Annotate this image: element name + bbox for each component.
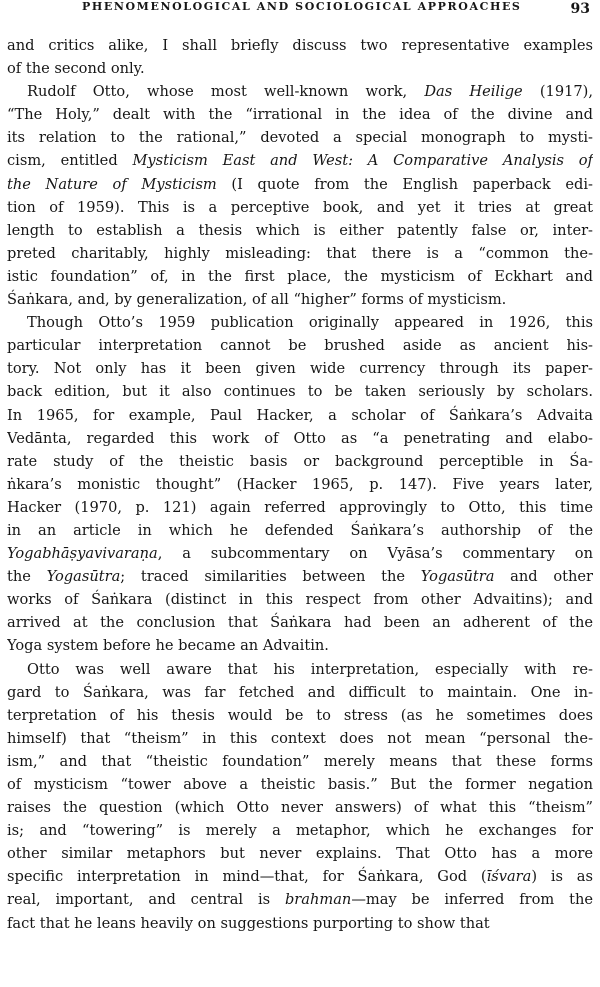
italic-text: brahman: [284, 891, 352, 909]
italic-text: īśvara: [486, 868, 532, 886]
text-line: [7, 427, 593, 450]
text-line: [7, 542, 593, 565]
text-line: [7, 34, 593, 57]
text-run: ) is as: [531, 868, 593, 886]
text-line: [7, 173, 593, 196]
text-line: [7, 727, 593, 750]
text-run: length to establish a thesis which is either patently false or, inter-: [7, 221, 593, 239]
body-text: [7, 34, 593, 935]
text-run: the: [7, 568, 47, 586]
text-run: other similar metaphors but never explains. That Otto has a more: [7, 845, 593, 863]
paragraph: [7, 658, 593, 935]
text-run: tion of 1959). This is a perceptive book, and yet it tries at great: [7, 198, 593, 216]
text-line: [7, 634, 593, 657]
text-run: cism, entitled: [7, 152, 133, 170]
text-run: and other: [494, 568, 593, 586]
text-line: [7, 565, 593, 588]
text-run: and critics alike, I shall briefly discuss two representative examples: [7, 37, 593, 54]
text-line: [7, 473, 593, 496]
italic-text: Yogasūtra: [46, 568, 121, 586]
text-run: of the second only.: [7, 60, 145, 78]
text-run: is; and “towering” is merely a metaphor, which he exchanges for: [7, 822, 593, 840]
italic-text: Das Heilige: [424, 83, 523, 101]
text-run: “The Holy,” dealt with the “irrational in the idea of the divine and: [7, 106, 593, 124]
text-run: istic foundation” of, in the first place, the mysticism of Eckhart and: [7, 267, 593, 285]
text-line: [7, 912, 593, 935]
running-head: [0, 0, 600, 22]
text-run: particular interpretation cannot be brushed aside as ancient his-: [7, 337, 593, 355]
text-line: [7, 265, 593, 288]
text-run: Yoga system before he became an Advaitin.: [7, 637, 329, 655]
italic-text: Yogabhāṣyavivaraṇa: [7, 545, 158, 563]
text-run: —may be inferred from the: [351, 891, 593, 909]
text-run: real, important, and central is: [7, 891, 285, 909]
italic-text: Mysticism East and West: A Comparative Analysis of: [132, 152, 593, 170]
text-line: [7, 357, 593, 380]
text-line: [7, 519, 593, 542]
text-line: [7, 103, 593, 126]
italic-text: Yogasūtra: [420, 568, 495, 586]
text-run: ism,” and that “theistic foundation” merely means that these forms: [7, 752, 593, 770]
text-run: (1917),: [522, 83, 593, 101]
text-line: [7, 149, 593, 172]
text-run: , a subcommentary on Vyāsa’s commentary on: [157, 545, 593, 563]
text-line: [7, 288, 593, 311]
text-line: [7, 704, 593, 727]
text-run: terpretation of his thesis would be to stress (as he sometimes does: [7, 706, 593, 724]
text-line: [7, 888, 593, 911]
text-run: of mysticism “tower above a theistic basis.” But the former negation: [7, 776, 593, 793]
text-line: [7, 334, 593, 357]
text-line: [7, 311, 593, 334]
text-run: rate study of the theistic basis or background perceptible in Śa-: [7, 452, 593, 470]
text-run: gard to Śaṅkara, was far fetched and difficult to maintain. One in-: [7, 683, 593, 701]
text-line: [7, 819, 593, 842]
text-line: [7, 865, 593, 888]
text-run: Śaṅkara, and, by generalization, of all “higher” forms of mysticism.: [7, 291, 507, 309]
text-run: Rudolf Otto, whose most well-known work,: [27, 83, 425, 101]
text-run: fact that he leans heavily on suggestions purporting to show that: [7, 914, 490, 932]
text-line: [7, 219, 593, 242]
text-run: In 1965, for example, Paul Hacker, a scholar of Śaṅkara’s Advaita: [7, 406, 593, 424]
text-run: Though Otto’s 1959 publication originally appeared in 1926, this: [27, 314, 593, 332]
text-line: [7, 80, 593, 103]
text-line: [7, 242, 593, 265]
text-run: raises the question (which Otto never answers) of what this “theism”: [7, 799, 593, 817]
text-line: [7, 611, 593, 634]
text-run: preted charitably, highly misleading: that there is a “common the-: [7, 244, 593, 262]
text-line: [7, 842, 593, 865]
text-run: back edition, but it also continues to be taken seriously by scholars.: [7, 383, 593, 401]
running-title: PHENOMENOLOGICAL AND SOCIOLOGICAL APPROACHES: [82, 0, 522, 13]
text-run: ṅkara’s monistic thought” (Hacker 1965, p. 147). Five years later,: [7, 475, 593, 493]
text-run: specific interpretation in mind—that, for Śaṅkara, God (: [7, 868, 487, 886]
text-line: [7, 196, 593, 219]
text-line: [7, 588, 593, 611]
text-run: tory. Not only has it been given wide currency through its paper-: [7, 360, 593, 378]
text-line: [7, 404, 593, 427]
paragraph: [7, 311, 593, 657]
text-run: (I quote from the English paperback edi-: [216, 175, 593, 193]
paragraph: [7, 34, 593, 80]
page-number: 93: [570, 1, 590, 17]
italic-text: the Nature of Mysticism: [7, 175, 217, 193]
text-run: Otto was well aware that his interpretation, especially with re-: [27, 660, 593, 678]
text-line: [7, 773, 593, 796]
text-line: [7, 750, 593, 773]
text-line: [7, 380, 593, 403]
text-run: Hacker (1970, p. 121) again referred approvingly to Otto, this time: [7, 498, 593, 516]
text-run: its relation to the rational,” devoted a special monograph to mysti-: [7, 129, 593, 147]
text-run: works of Śaṅkara (distinct in this respect from other Advaitins); and: [7, 591, 593, 609]
text-line: [7, 450, 593, 473]
text-line: [7, 658, 593, 681]
text-line: [7, 126, 593, 149]
text-run: Vedānta, regarded this work of Otto as “a penetrating and elabo-: [7, 429, 593, 447]
text-run: in an article in which he defended Śaṅkara’s authorship of the: [7, 521, 593, 539]
text-run: ; traced similarities between the: [120, 568, 421, 586]
paragraph: [7, 80, 593, 311]
text-run: himself) that “theism” in this context does not mean “personal the-: [7, 729, 593, 747]
text-line: [7, 796, 593, 819]
text-line: [7, 681, 593, 704]
text-run: arrived at the conclusion that Śaṅkara had been an adherent of the: [7, 614, 593, 632]
text-line: [7, 57, 593, 80]
text-line: [7, 496, 593, 519]
